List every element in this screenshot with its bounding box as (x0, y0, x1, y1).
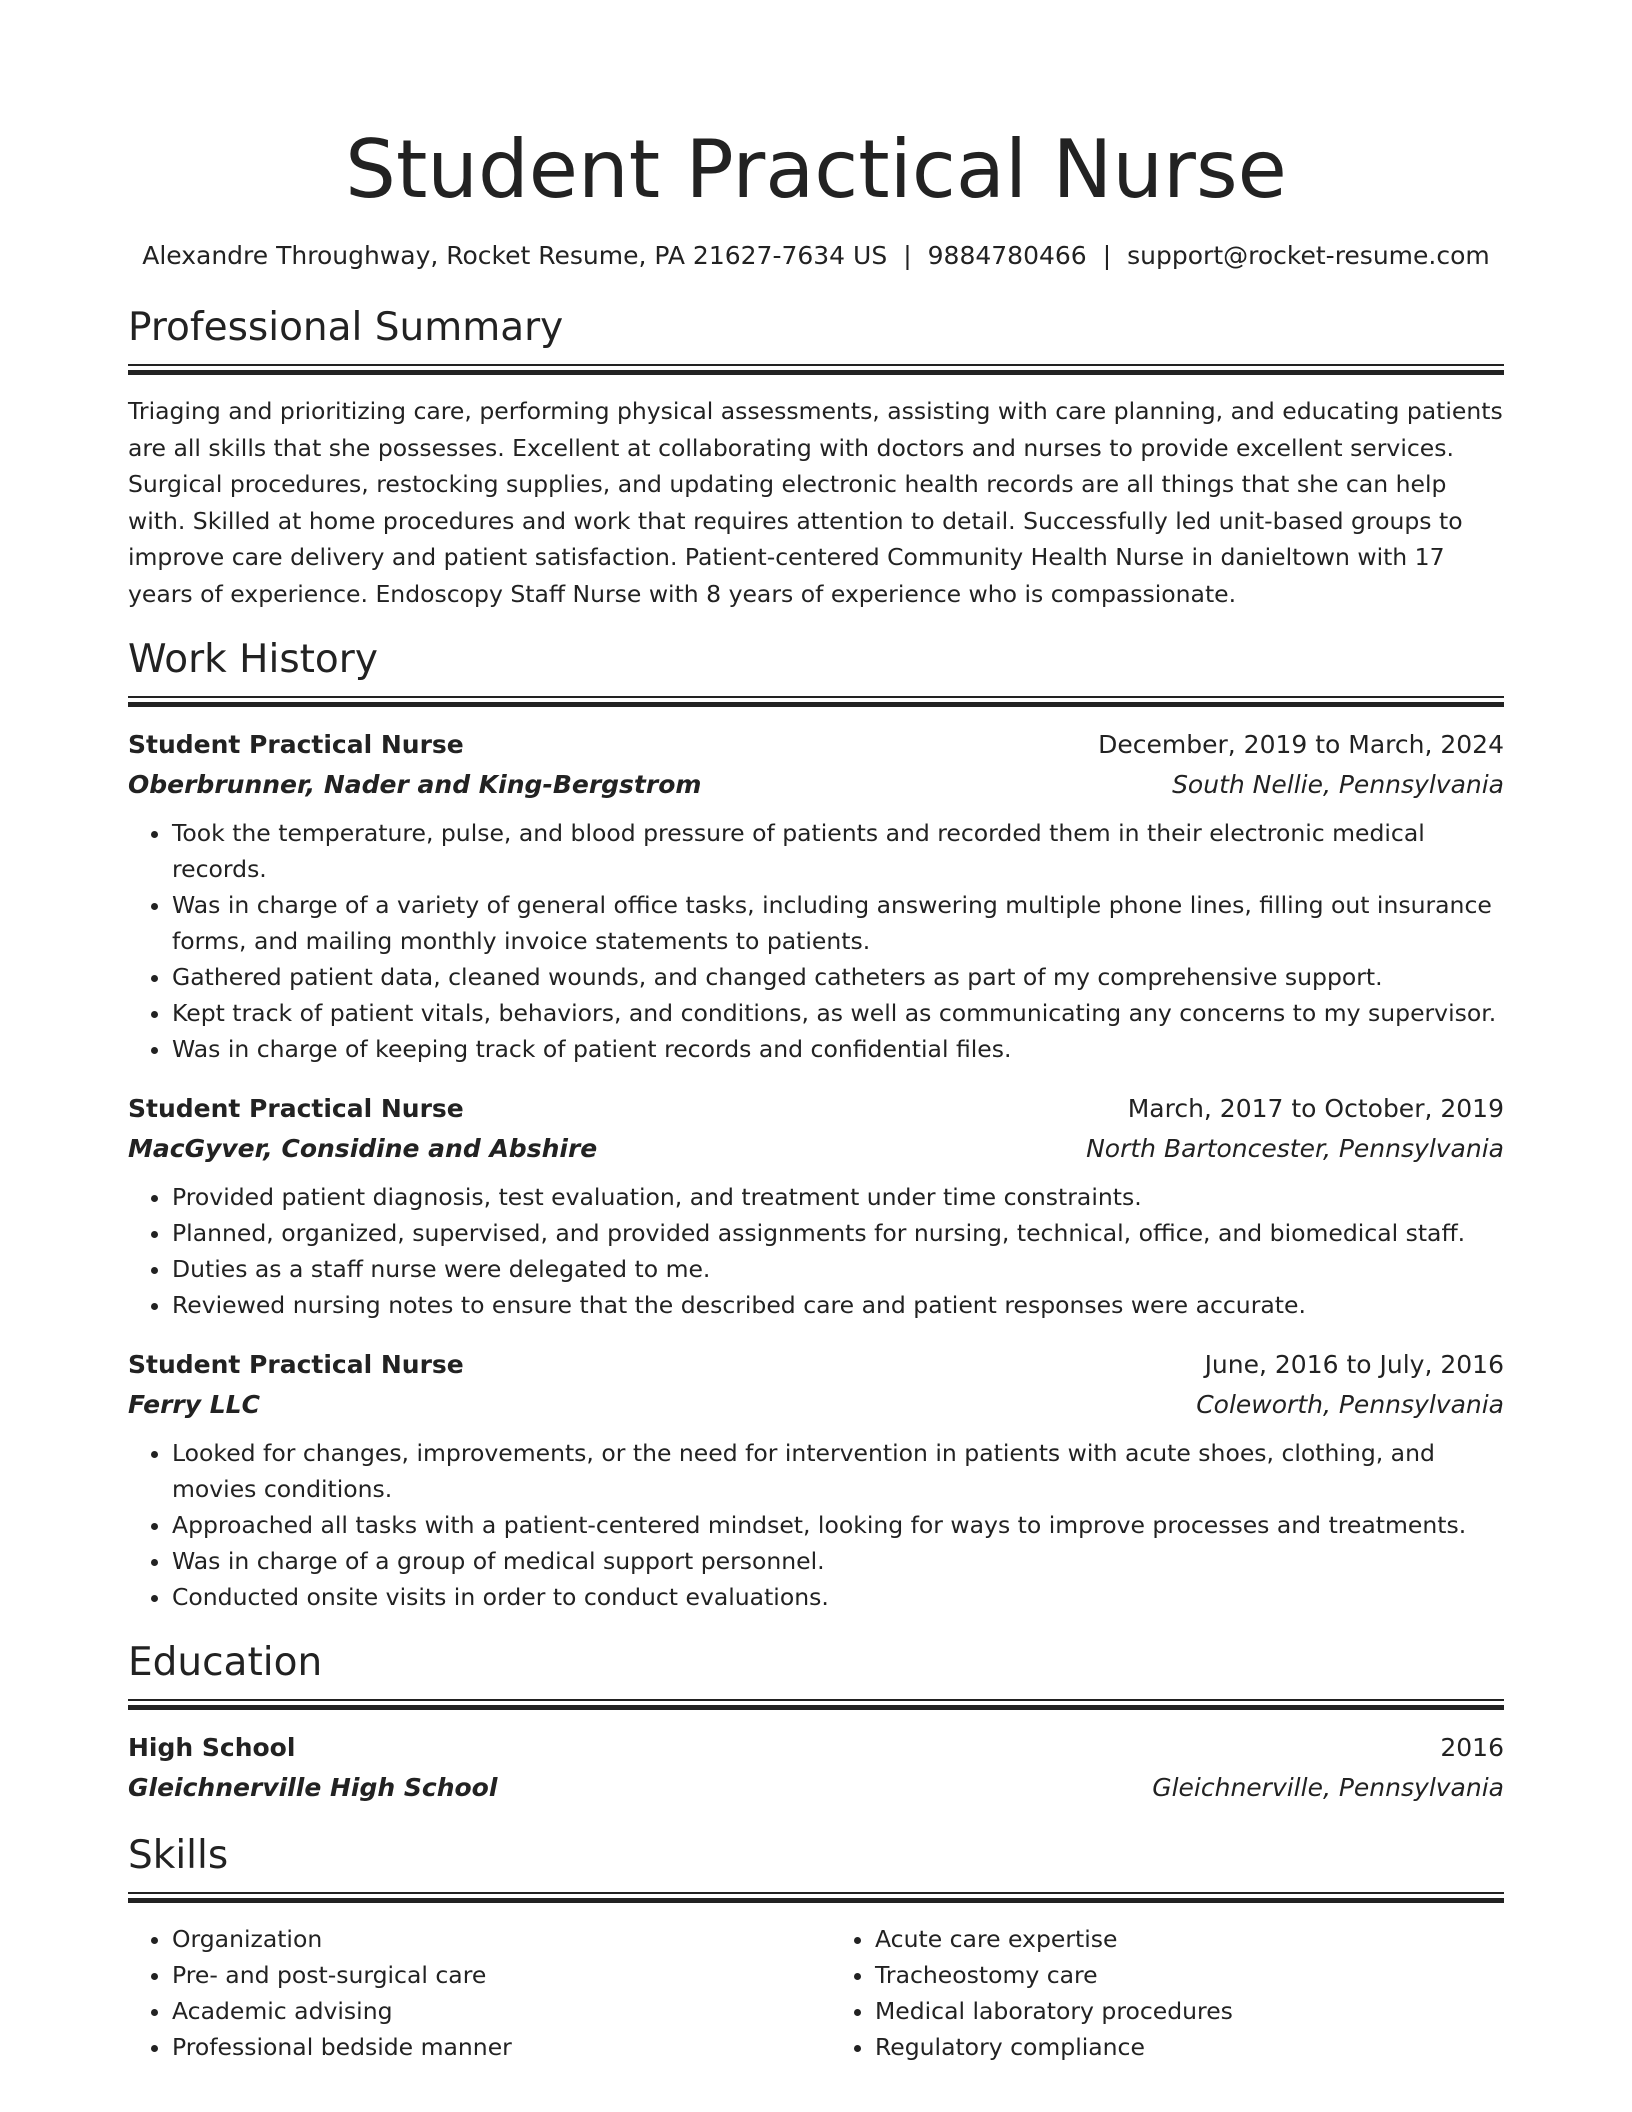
contact-address: Alexandre Throughway, Rocket Resume, PA 21627-7634 US (142, 241, 888, 270)
job-location: North Bartoncester, Pennsylvania (1086, 1134, 1504, 1163)
contact-separator: | (903, 241, 912, 270)
skill-item: • Professional bedside manner (172, 2029, 801, 2065)
job-bullets (128, 815, 1504, 1067)
education-year: 2016 (1440, 1733, 1504, 1762)
skill-item: • Acute care expertise (875, 1921, 1504, 1957)
resume-title: Student Practical Nurse (345, 123, 1287, 216)
education-section (128, 1637, 1504, 1808)
job-location: Coleworth, Pennsylvania (1196, 1390, 1504, 1419)
job-bullet: • Provided patient diagnosis, test evaluation, and treatment under time constraints. (172, 1179, 1504, 1215)
job-header-row (128, 725, 1504, 765)
section-divider (128, 364, 1504, 375)
contact-separator: | (1102, 241, 1112, 270)
skill-item: • Pre- and post-surgical care (172, 1957, 801, 1993)
job-company-row (128, 1129, 1504, 1169)
education-degree: High School (128, 1733, 296, 1762)
summary-section (128, 302, 1504, 612)
section-divider (128, 696, 1504, 707)
job-header-row (128, 1089, 1504, 1129)
job-bullet: • Took the temperature, pulse, and blood pressure of patients and recorded them in their electronic medical records. (172, 815, 1504, 887)
education-school: Gleichnerville High School (128, 1773, 498, 1802)
section-divider (128, 1699, 1504, 1710)
education-heading: Education (128, 1640, 323, 1685)
job-bullet: • Was in charge of a group of medical support personnel. (172, 1543, 1504, 1579)
skills-section (128, 1830, 1504, 2065)
job-title: Student Practical Nurse (128, 730, 464, 759)
education-school-row (128, 1768, 1504, 1808)
skills-grid (128, 1921, 1504, 2065)
job-bullet: • Was in charge of a variety of general office tasks, including answering multiple phone lines, filling out insurance forms, and mailing monthly invoice statements to patients. (172, 887, 1504, 959)
summary-text: Triaging and prioritizing care, performing physical assessments, assisting with care planning, and educating patients are all skills that she possesses. Excellent at collaborating with doctors and nurses to provide excellent services. Surgical procedures, restocking supplies, and updating electronic health records are all things that she can help with. Skilled at home procedures and work that requires attention to detail. Successfully led unit-based groups to improve care delivery and patient satisfaction. Patient-centered Community Health Nurse in danieltown with 17 years of experience. Endoscopy Staff Nurse with 8 years of experience who is compassionate. (128, 397, 1503, 608)
skill-item: • Academic advising (172, 1993, 801, 2029)
job-dates: March, 2017 to October, 2019 (1127, 1094, 1504, 1123)
job-bullet: • Was in charge of keeping track of patient records and confidential files. (172, 1031, 1504, 1067)
job-entry (128, 1089, 1504, 1323)
education-location: Gleichnerville, Pennsylvania (1152, 1773, 1504, 1802)
job-bullets (128, 1179, 1504, 1323)
job-company-row (128, 1385, 1504, 1425)
skill-item: • Tracheostomy care (875, 1957, 1504, 1993)
job-bullets (128, 1435, 1504, 1615)
job-company: MacGyver, Considine and Abshire (128, 1134, 598, 1163)
job-title: Student Practical Nurse (128, 1350, 464, 1379)
job-entry (128, 725, 1504, 1067)
job-company-row (128, 765, 1504, 805)
skills-list-right (831, 1921, 1504, 2065)
job-dates: December, 2019 to March, 2024 (1098, 730, 1504, 759)
job-location: South Nellie, Pennsylvania (1172, 770, 1504, 799)
skill-item: • Medical laboratory procedures (875, 1993, 1504, 2029)
skill-item: • Organization (172, 1921, 801, 1957)
skills-list-left (128, 1921, 801, 2065)
job-bullet: • Conducted onsite visits in order to conduct evaluations. (172, 1579, 1504, 1615)
job-title: Student Practical Nurse (128, 1094, 464, 1123)
job-bullet: • Reviewed nursing notes to ensure that the described care and patient responses were accurate. (172, 1287, 1504, 1323)
job-bullet: • Planned, organized, supervised, and provided assignments for nursing, technical, office, and biomedical staff. (172, 1215, 1504, 1251)
job-header-row (128, 1345, 1504, 1385)
job-bullet: • Approached all tasks with a patient-centered mindset, looking for ways to improve processes and treatments. (172, 1507, 1504, 1543)
work-history-heading: Work History (128, 637, 378, 682)
summary-heading: Professional Summary (128, 305, 564, 350)
skills-heading: Skills (128, 1833, 229, 1878)
job-company: Oberbrunner, Nader and King-Bergstrom (128, 770, 702, 799)
job-dates: June, 2016 to July, 2016 (1204, 1350, 1504, 1379)
job-entry (128, 1345, 1504, 1615)
job-company: Ferry LLC (128, 1390, 260, 1419)
job-bullet: • Looked for changes, improvements, or the need for intervention in patients with acute shoes, clothing, and movies conditions. (172, 1435, 1504, 1507)
work-history-section (128, 634, 1504, 1615)
education-header-row (128, 1728, 1504, 1768)
skill-item: • Regulatory compliance (875, 2029, 1504, 2065)
section-divider (128, 1892, 1504, 1903)
job-bullet: • Duties as a staff nurse were delegated to me. (172, 1251, 1504, 1287)
contact-phone: 9884780466 (927, 241, 1087, 270)
job-bullet: • Gathered patient data, cleaned wounds, and changed catheters as part of my comprehensive support. (172, 959, 1504, 995)
contact-line (128, 238, 1504, 274)
contact-email: support@rocket-resume.com (1127, 241, 1490, 270)
job-bullet: • Kept track of patient vitals, behaviors, and conditions, as well as communicating any concerns to my supervisor. (172, 995, 1504, 1031)
